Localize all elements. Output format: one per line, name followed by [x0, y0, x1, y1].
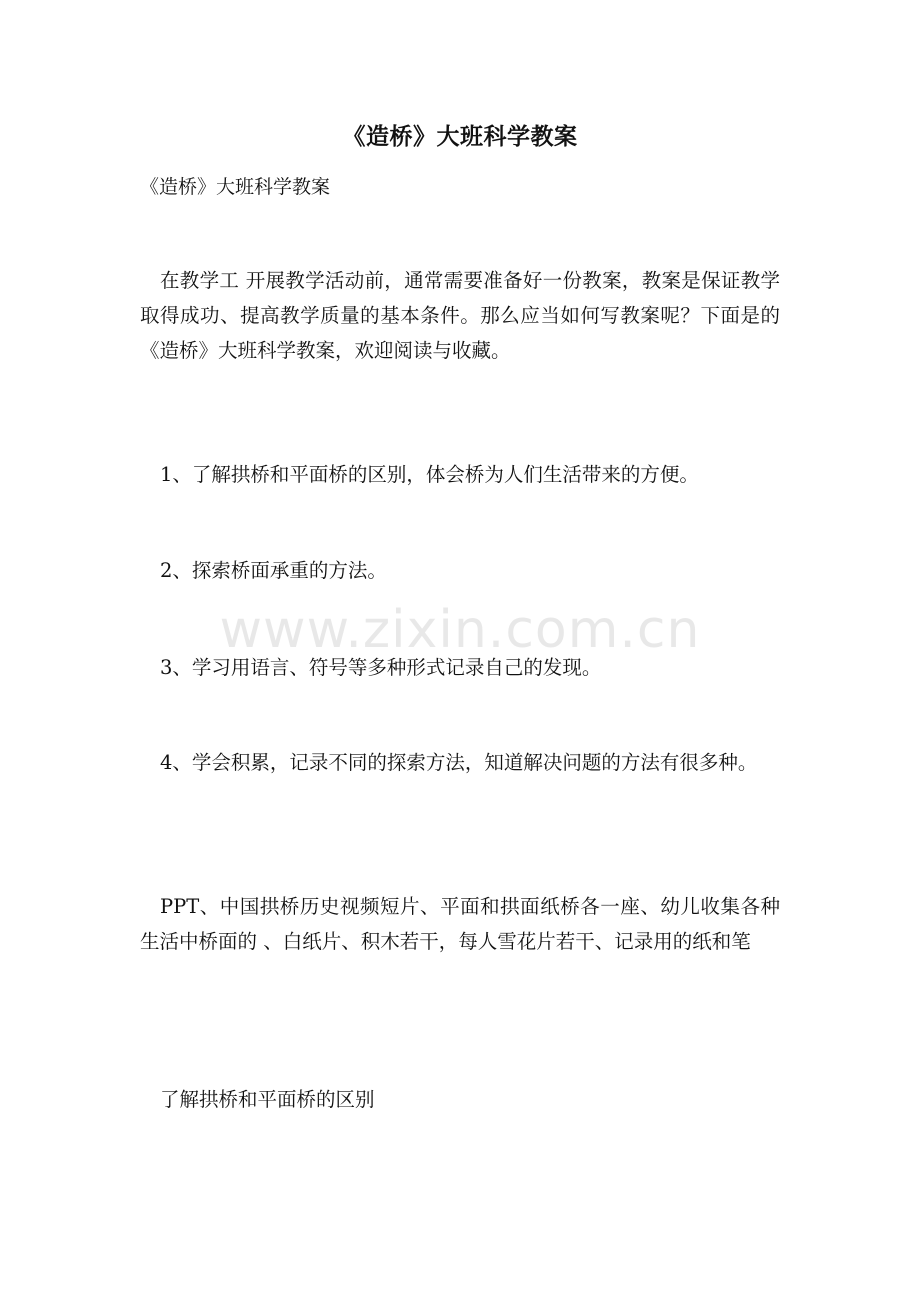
intro-paragraph: 在教学工 开展教学活动前，通常需要准备好一份教案，教案是保证教学取得成功、提高教学质量的基本条件。那么应当如何写教案呢？下面是的《造桥》大班科学教案，欢迎阅读与收藏。 [140, 269, 780, 362]
materials-paragraph: PPT、中国拱桥历史视频短片、平面和拱面纸桥各一座、幼儿收集各种生活中桥面的 、白纸片、积木若干，每人雪花片若干、记录用的纸和笔 [140, 895, 780, 953]
document-title: 《造桥》大班科学教案 [342, 123, 578, 150]
activity-paragraph: 了解拱桥和平面桥的区别 [160, 1088, 375, 1111]
goal-3-paragraph: 3、学习用语言、符号等多种形式记录自己的发现。 [160, 656, 602, 679]
document-subtitle: 《造桥》大班科学教案 [140, 176, 331, 198]
goal-2-paragraph: 2、探索桥面承重的方法。 [160, 559, 387, 582]
goal-1-paragraph: 1、了解拱桥和平面桥的区别，体会桥为人们生活带来的方便。 [160, 463, 699, 486]
goal-4-paragraph: 4、学会积累，记录不同的探索方法，知道解决问题的方法有很多种。 [160, 751, 758, 774]
watermark-text: www.zixin.com.cn [219, 600, 701, 660]
